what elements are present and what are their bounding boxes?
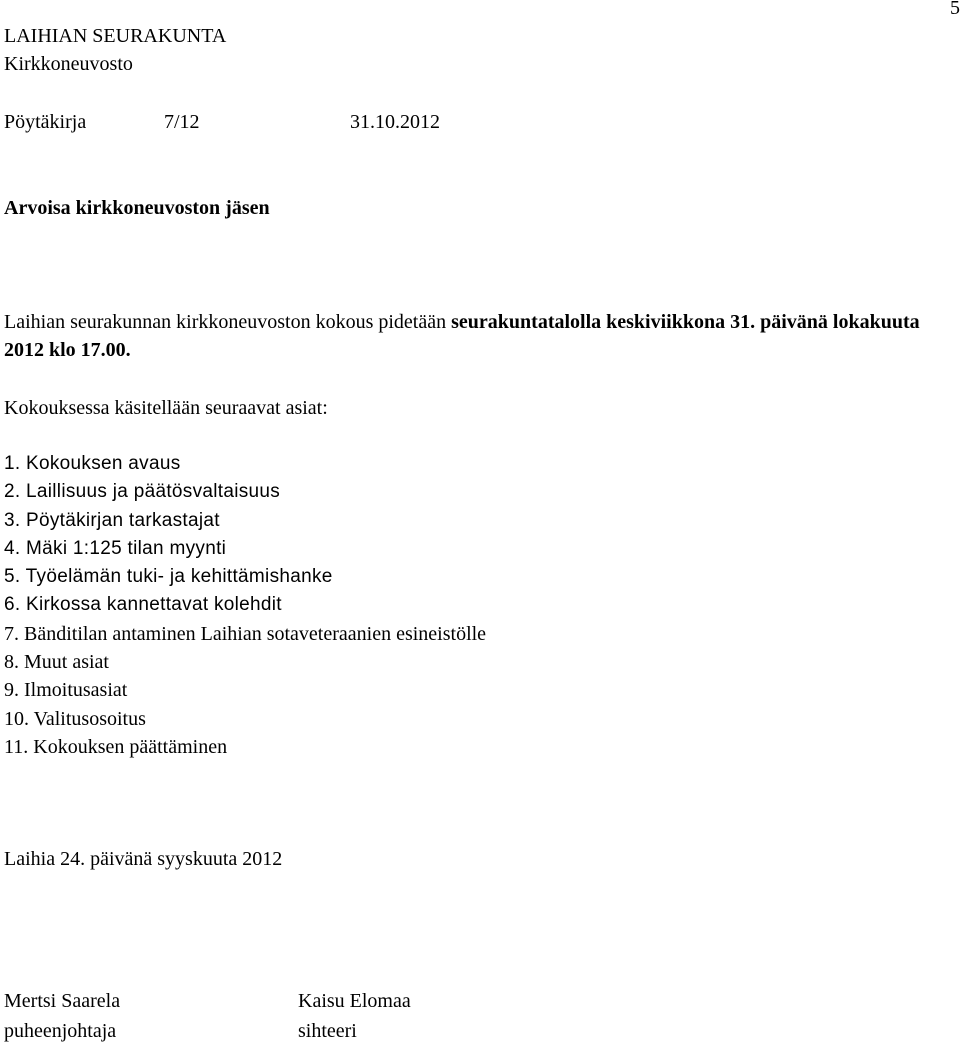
- agenda-item: 11. Kokouksen päättäminen: [4, 735, 228, 758]
- agenda-item: 6. Kirkossa kannettavat kolehdit: [4, 594, 282, 616]
- agenda-item: 10. Valitusosoitus: [4, 707, 146, 730]
- date-line: Laihia 24. päivänä syyskuuta 2012: [4, 848, 283, 870]
- page-number: 5: [950, 0, 960, 19]
- agenda-item: 7. Bänditilan antaminen Laihian sotaveteraanien esineistölle: [4, 622, 487, 645]
- agenda-item: 4. Mäki 1:125 tilan myynti: [4, 537, 227, 559]
- agenda-item: 8. Muut asiat: [4, 651, 109, 674]
- intro-bold: seurakuntatalolla keskiviikkona 31. päivänä lokakuuta 2012 klo 17.00.: [4, 311, 920, 361]
- signer-secretary: [298, 986, 411, 1046]
- governing-body: Kirkkoneuvosto: [4, 53, 133, 75]
- signer-name: Mertsi Saarela: [4, 990, 121, 1012]
- signer-name: Kaisu Elomaa: [298, 990, 411, 1012]
- minutes-info: [4, 108, 440, 136]
- signer-chair: [4, 986, 120, 1046]
- meeting-intro: [4, 308, 954, 364]
- minutes-label: Pöytäkirja: [4, 111, 87, 133]
- agenda-intro: Kokouksessa käsitellään seuraavat asiat:: [4, 397, 328, 419]
- agenda-item: 5. Työelämän tuki- ja kehittämishanke: [4, 566, 333, 588]
- agenda-list: [4, 450, 486, 761]
- agenda-item: 1. Kokouksen avaus: [4, 453, 181, 474]
- organization-name: LAIHIAN SEURAKUNTA: [4, 25, 227, 47]
- signer-title: sihteeri: [298, 1020, 357, 1042]
- intro-plain: Laihian seurakunnan kirkkoneuvoston kokous pidetään: [4, 311, 452, 333]
- signer-title: puheenjohtaja: [4, 1020, 117, 1042]
- agenda-item: 3. Pöytäkirjan tarkastajat: [4, 509, 220, 531]
- minutes-date: 31.10.2012: [350, 111, 440, 133]
- agenda-item: 9. Ilmoitusasiat: [4, 679, 128, 702]
- salutation: Arvoisa kirkkoneuvoston jäsen: [4, 197, 270, 219]
- agenda-item: 2. Laillisuus ja päätösvaltaisuus: [4, 481, 281, 503]
- minutes-number: 7/12: [164, 111, 200, 133]
